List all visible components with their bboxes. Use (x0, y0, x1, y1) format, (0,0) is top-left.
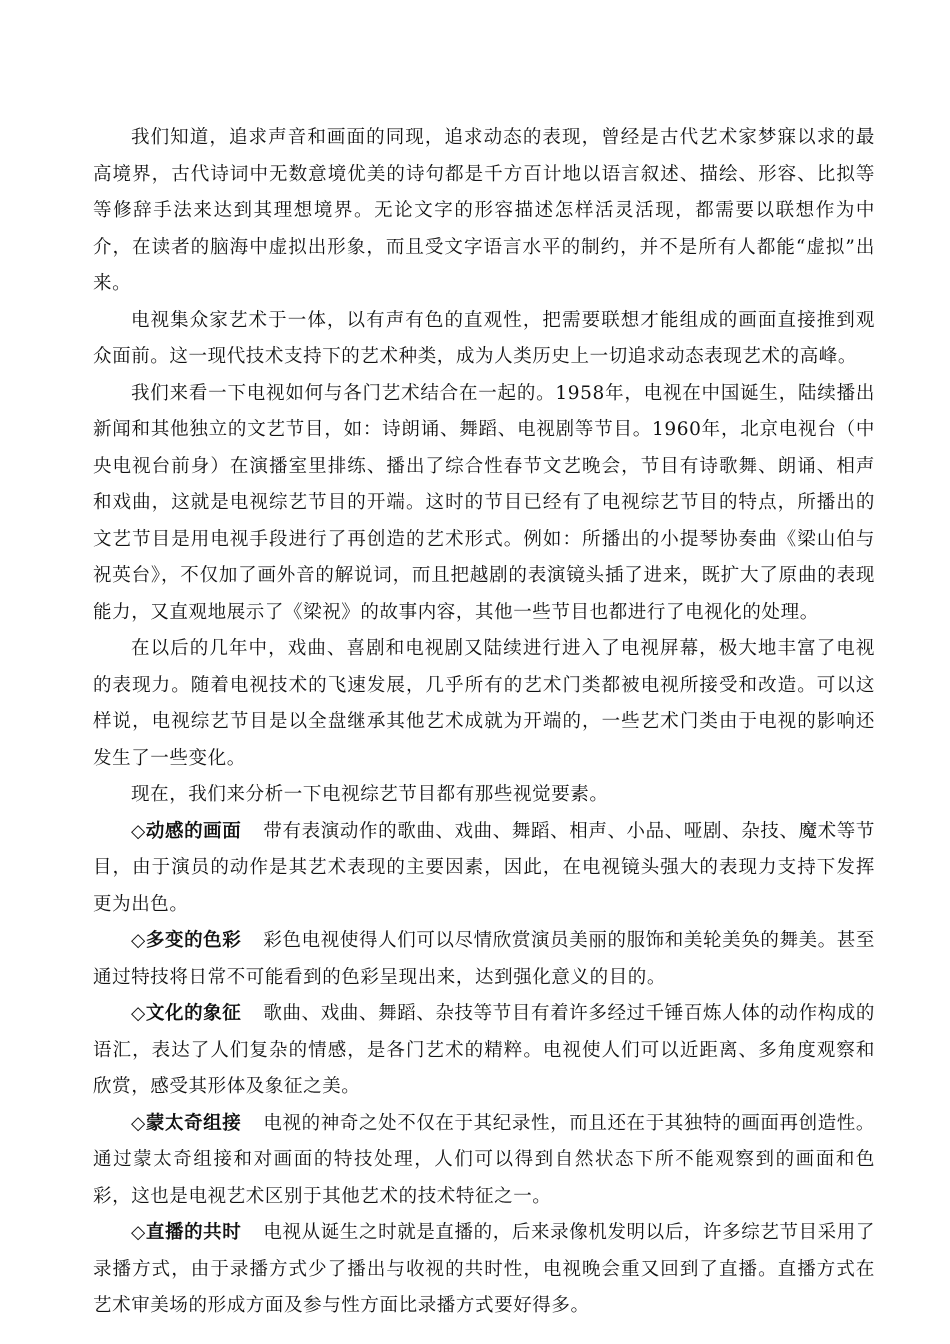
item-text: 歌曲、戏曲、舞蹈、杂技等节目有着许多经过千锤百炼人体的动作构成的语汇，表达了人们复杂的情感，是各门艺术的精粹。电视使人们可以近距离、多角度观察和欣赏，感受其形体及象征之美。 (93, 1003, 876, 1097)
item-heading: ◇动感的画面 (131, 820, 242, 842)
item-text: 彩色电视使得人们可以尽情欣赏演员美丽的服饰和美轮美奂的舞美。甚至通过特技将日常不可能看到的色彩呈现出来，达到强化意义的目的。 (93, 930, 876, 988)
body-paragraph: 我们来看一下电视如何与各门艺术结合在一起的。1958年，电视在中国诞生，陆续播出新闻和其他独立的文艺节目，如：诗朗诵、舞蹈、电视剧等节目。1960年，北京电视台（中央电视台前身）在演播室里排练、播出了综合性春节文艺晚会，节目有诗歌舞、朗诵、相声和戏曲，这就是电视综艺节目的开端。这时的节目已经有了电视综艺节目的特点，所播出的文艺节目是用电视手段进行了再创造的艺术形式。例如：所播出的小提琴协奏曲《梁山伯与祝英台》，不仅加了画外音的解说词，而且把越剧的表演镜头插了进来，既扩大了原曲的表现能力，又直观地展示了《梁祝》的故事内容，其他一些节目也都进行了电视化的处理。 (93, 382, 875, 623)
item-heading: ◇文化的象征 (131, 1003, 242, 1024)
item-text: 电视的神奇之处不仅在于其纪录性，而且还在于其独特的画面再创造性。通过蒙太奇组接和对画面的特技处理，人们可以得到自然状态下所不能观察到的画面和色彩，这也是电视艺术区别于其他艺术的技术特征之一。 (93, 1112, 876, 1207)
body-paragraph: 电视集众家艺术于一体，以有声有色的直观性，把需要联想才能组成的画面直接推到观众面前。这一现代技术支持下的艺术种类，成为人类历史上一切追求动态表现艺术的高峰。 (93, 309, 875, 367)
item-heading: ◇多变的色彩 (131, 930, 242, 951)
item-heading: ◇蒙太奇组接 (131, 1112, 242, 1134)
visual-element-item (93, 996, 875, 1106)
visual-element-item (93, 814, 875, 924)
visual-element-item (93, 1106, 875, 1216)
body-paragraph: 现在，我们来分析一下电视综艺节目都有那些视觉要素。 (131, 784, 609, 805)
body-paragraph: 在以后的几年中，戏曲、喜剧和电视剧又陆续进行进入了电视屏幕，极大地丰富了电视的表现力。随着电视技术的飞速发展，几乎所有的艺术门类都被电视所接受和改造。可以这样说，电视综艺节目是以全盘继承其他艺术成就为开端的，一些艺术门类由于电视的影响还发生了一些变化。 (93, 638, 875, 769)
item-text: 电视从诞生之时就是直播的，后来录像机发明以后，许多综艺节目采用了录播方式，由于录播方式少了播出与收视的共时性，电视晚会重又回到了直播。直播方式在艺术审美场的形成方面及参与性方面比录播方式要好得多。 (93, 1222, 876, 1316)
visual-element-item (93, 923, 875, 996)
document-page (93, 120, 875, 1325)
item-heading: ◇直播的共时 (131, 1222, 242, 1243)
visual-element-item (93, 1215, 875, 1325)
item-text: 带有表演动作的歌曲、戏曲、舞蹈、相声、小品、哑剧、杂技、魔术等节目，由于演员的动作是其艺术表现的主要因素，因此，在电视镜头强大的表现力支持下发挥更为出色。 (93, 820, 876, 915)
body-paragraph: 我们知道，追求声音和画面的同现，追求动态的表现，曾经是古代艺术家梦寐以求的最高境界，古代诗词中无数意境优美的诗句都是千方百计地以语言叙述、描绘、形容、比拟等等修辞手法来达到其理想境界。无论文字的形容描述怎样活灵活现，都需要以联想作为中介，在读者的脑海中虚拟出形象，而且受文字语言水平的制约，并不是所有人都能“虚拟”出来。 (93, 127, 875, 294)
